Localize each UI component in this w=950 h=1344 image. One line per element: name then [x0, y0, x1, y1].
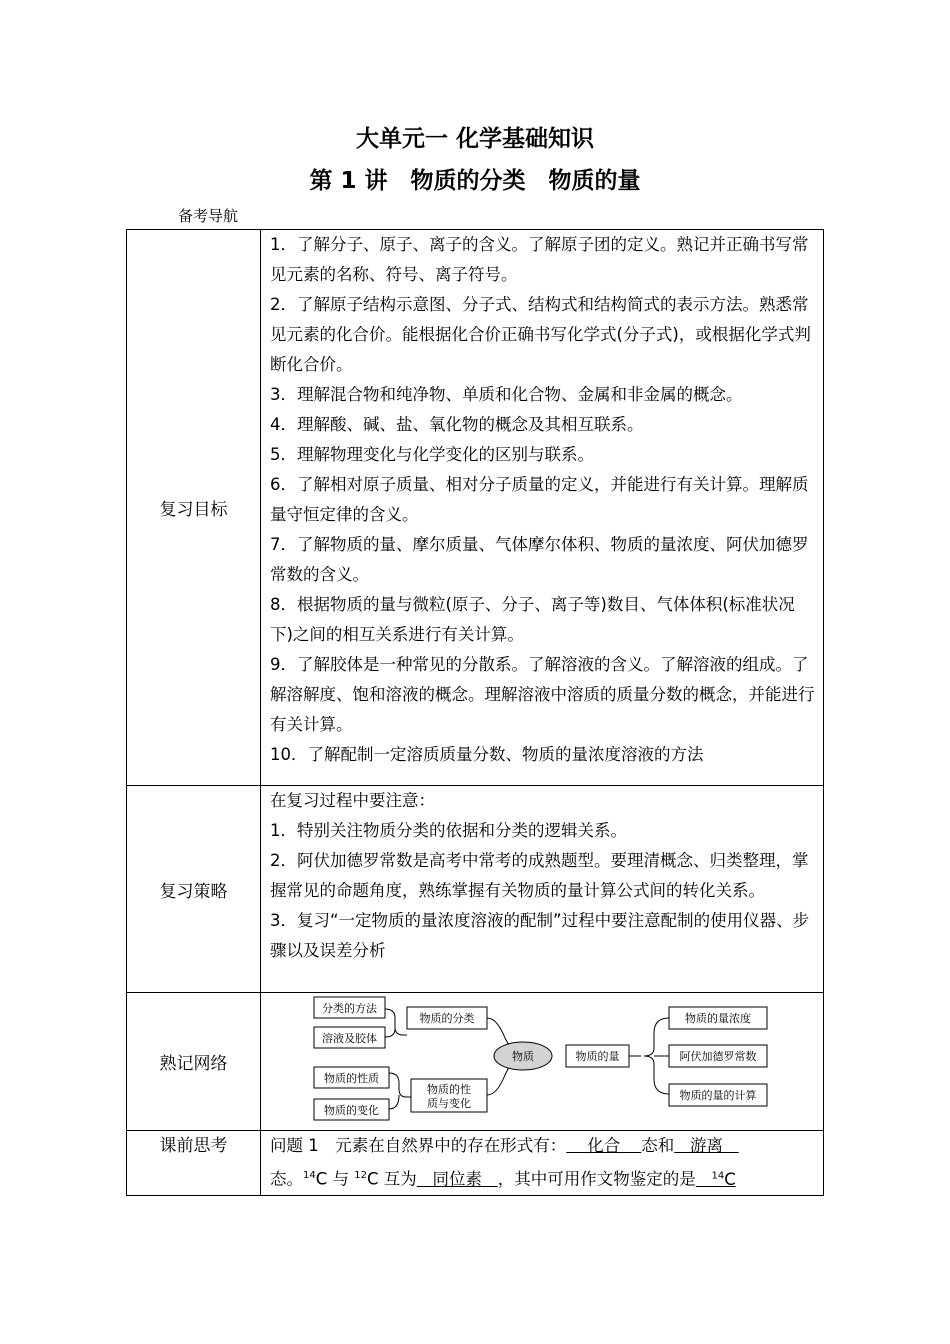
- goals-row: [127, 230, 824, 786]
- blank-2: [674, 1136, 739, 1155]
- unit-title: 大单元一 化学基础知识: [355, 126, 594, 152]
- iso-a-mass: 14: [303, 1170, 316, 1181]
- goals-label: 复习目标: [127, 230, 261, 786]
- blank-4: [696, 1170, 736, 1189]
- network-label: 熟记网络: [127, 993, 261, 1131]
- label-avogadro: 阿伏加德罗常数: [679, 1050, 757, 1063]
- label-property-change-2: 质与变化: [427, 1097, 471, 1110]
- think-content: [261, 1131, 824, 1196]
- q1-mid3: 互为: [378, 1169, 417, 1189]
- label-property-change-1: 物质的性: [427, 1083, 471, 1096]
- blank-1-text: 化合: [587, 1136, 621, 1155]
- strategy-item: 1．特别关注物质分类的依据和分类的逻辑关系。: [270, 821, 627, 840]
- label-calculation: 物质的量的计算: [679, 1089, 757, 1102]
- think-row: [127, 1131, 824, 1196]
- strategy-row: [127, 786, 824, 993]
- goal-item: 3．理解混合物和纯净物、单质和化合物、金属和非金属的概念。: [270, 385, 743, 404]
- lecture-title: 第 1 讲 物质的分类 物质的量: [309, 168, 641, 194]
- goal-item: 9．了解胶体是一种常见的分散系。了解溶液的含义。了解溶液的组成。了解溶解度、饱和溶液的概念。理解溶液中溶质的质量分数的概念，并能进行有关计算。: [270, 655, 815, 734]
- goal-item: 4．理解酸、碱、盐、氧化物的概念及其相互联系。: [270, 415, 644, 434]
- goal-item: 10．了解配制一定溶质质量分数、物质的量浓度溶液的方法: [270, 745, 704, 764]
- goal-item: 6．了解相对原子质量、相对分子质量的定义，并能进行有关计算。理解质量守恒定律的含义。: [270, 475, 809, 524]
- q1-mid2: 态。: [270, 1169, 303, 1189]
- blank-2-text: 游离: [689, 1136, 723, 1155]
- iso-join: 与: [327, 1169, 355, 1189]
- blank-4-symbol: C: [724, 1169, 736, 1189]
- label-solution-colloid: 溶液及胶体: [322, 1032, 377, 1045]
- blank-3-text: 同位素: [432, 1169, 483, 1189]
- label-amount: 物质的量: [575, 1050, 620, 1063]
- label-classification: 物质的分类: [419, 1012, 475, 1025]
- iso-a-symbol: C: [315, 1169, 328, 1189]
- goal-item: 8．根据物质的量与微粒(原子、分子、离子等)数目、气体体积(标准状况下)之间的相互关系进行有关计算。: [270, 595, 795, 644]
- strategy-item: 3．复习“一定物质的量浓度溶液的配制”过程中要注意配制的使用仪器、步骤以及误差分析: [270, 911, 810, 960]
- think-label: 课前思考: [127, 1131, 261, 1196]
- blank-1: [566, 1136, 641, 1155]
- nav-label: 备考导航: [178, 207, 239, 225]
- label-property: 物质的性质: [324, 1072, 379, 1085]
- goal-item: 2．了解原子结构示意图、分子式、结构式和结构简式的表示方法。熟悉常见元素的化合价。能根据化合价正确书写化学式(分子式)，或根据化学式判断化合价。: [270, 295, 811, 374]
- network-diagram-cell: [261, 993, 824, 1131]
- strategy-intro: 在复习过程中要注意：: [270, 791, 435, 810]
- blank-4-mass: 14: [711, 1170, 725, 1181]
- label-concentration: 物质的量浓度: [685, 1012, 751, 1025]
- label-center: 物质: [512, 1050, 534, 1063]
- study-guide-table: [126, 229, 824, 1196]
- strategy-item: 2．阿伏加德罗常数是高考中常考的成熟题型。要理清概念、归类整理，掌握常见的命题角度，熟练掌握有关物质的量计算公式间的转化关系。: [270, 851, 809, 900]
- iso-b-symbol: C: [367, 1169, 379, 1189]
- goal-item: 7．了解物质的量、摩尔质量、气体摩尔体积、物质的量浓度、阿伏加德罗常数的含义。: [270, 535, 809, 584]
- goal-item: 1．了解分子、原子、离子的含义。了解原子团的定义。熟记并正确书写常见元素的名称、符号、离子符号。: [270, 235, 809, 284]
- label-change: 物质的变化: [324, 1104, 379, 1117]
- q1-mid1: 态和: [641, 1136, 675, 1155]
- strategy-content: [261, 786, 824, 993]
- q1-prefix: 问题 1 元素在自然界中的存在形式有：: [270, 1136, 567, 1155]
- iso-b-mass: 12: [354, 1170, 367, 1181]
- concept-map-diagram: [261, 993, 771, 1129]
- blank-3: [417, 1170, 498, 1189]
- q1-mid4: ，其中可用作文物鉴定的是: [497, 1169, 696, 1189]
- network-row: [127, 993, 824, 1131]
- strategy-label: 复习策略: [127, 786, 261, 993]
- goals-content: [261, 230, 824, 786]
- label-classification-method: 分类的方法: [322, 1002, 377, 1015]
- goal-item: 5．理解物理变化与化学变化的区别与联系。: [270, 445, 594, 464]
